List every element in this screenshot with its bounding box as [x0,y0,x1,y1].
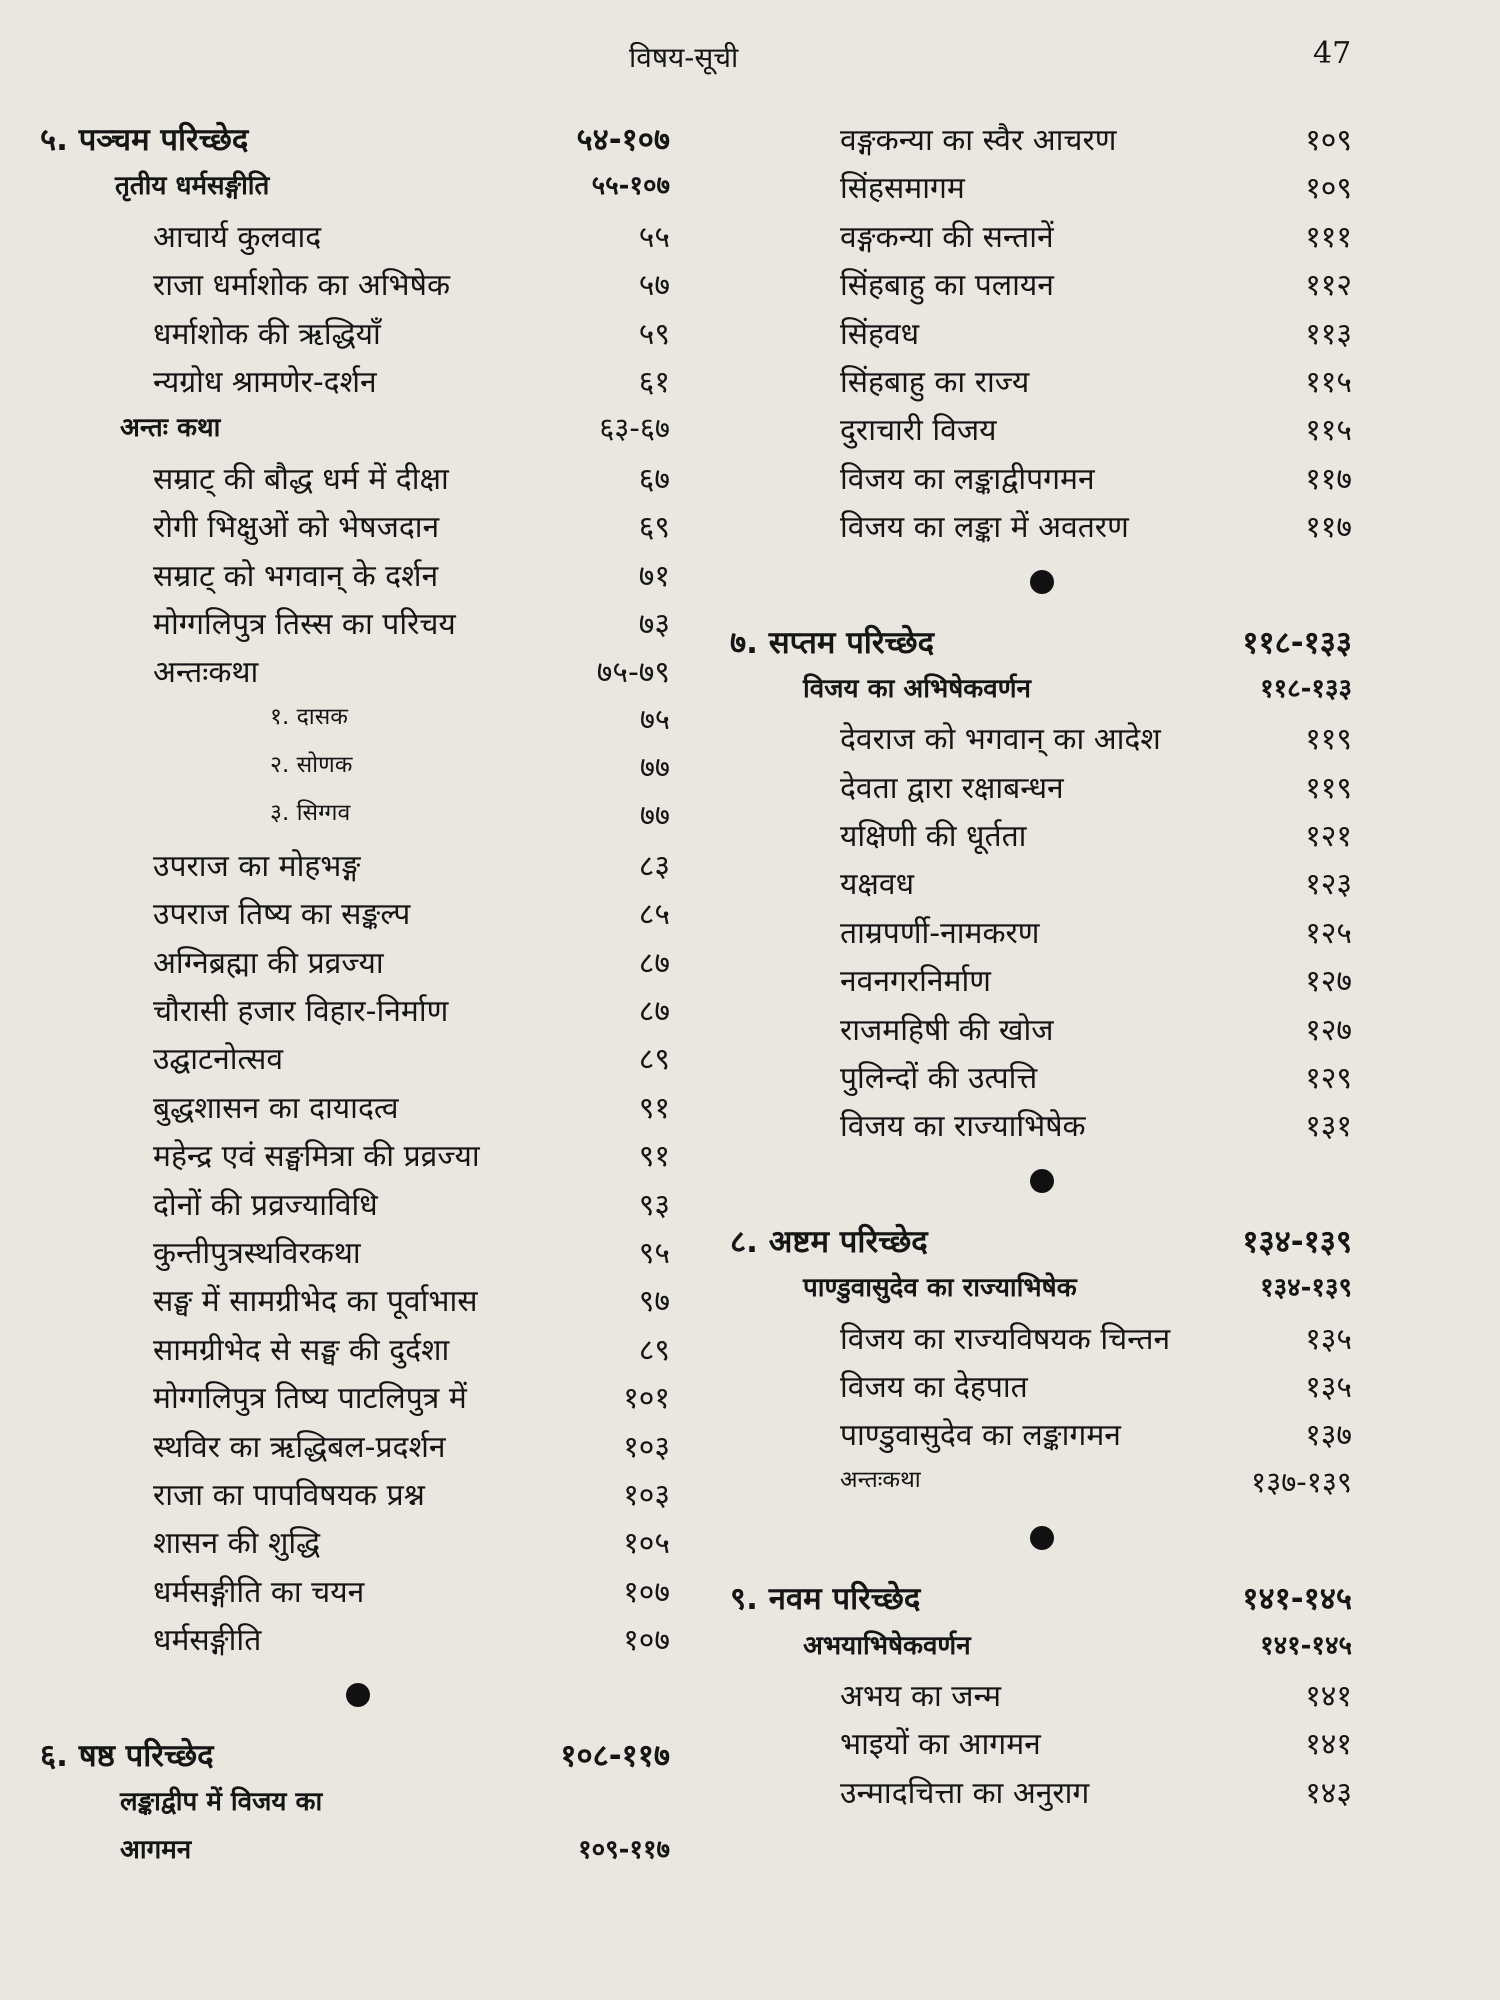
section-title: विजय का अभिषेकवर्णन [803,673,1031,704]
entry-page: ६७ [638,461,670,497]
entry-page: १२५ [1305,915,1352,951]
toc-entry [730,905,1352,953]
entry-title: अन्तःकथा [840,1466,921,1493]
separator [40,1661,670,1728]
entry-title: सिंहबाहु का पलायन [840,268,1054,304]
entry-title: सिंहबाहु का राज्य [840,364,1030,400]
separator [730,548,1352,615]
entry-title: रोगी भिक्षुओं को भेषजदान [153,510,440,546]
section-title: पाण्डुवासुदेव का राज्याभिषेक [803,1273,1077,1304]
toc-right-column [730,112,1352,1813]
entry-page: १२१ [1305,819,1352,855]
entry-title: सम्राट् की बौद्ध धर्म में दीक्षा [153,461,449,497]
entry-page: १३५ [1305,1321,1352,1357]
toc-entry [40,1612,670,1660]
toc-entry [730,1716,1352,1764]
toc-left-column [40,112,670,1873]
chapter-title: ५. पञ्चम परिच्छेद [40,122,249,158]
entry-page: ९५ [638,1235,670,1271]
section-heading [730,663,1352,711]
toc-entry [40,838,670,886]
entry-title: विजय का लङ्का में अवतरण [840,510,1129,546]
toc-entry [730,306,1352,354]
toc-entry [40,306,670,354]
entry-title: अन्तःकथा [153,655,259,691]
entry-page: १४३ [1305,1775,1352,1811]
page-number: 47 [1313,36,1352,71]
section-heading [730,1262,1352,1310]
entry-title: पाण्डुवासुदेव का लङ्कागमन [840,1418,1121,1454]
chapter-heading [730,615,1352,663]
entry-page: १३१ [1305,1109,1352,1145]
entry-page: १४१ [1305,1678,1352,1714]
entry-page: ११५ [1305,413,1352,449]
entry-title: उपराज तिष्य का सङ्कल्प [153,897,411,933]
bullet-icon [1030,1526,1054,1550]
chapter-title: ६. षष्ठ परिच्छेद [40,1737,214,1774]
toc-entry [40,451,670,499]
entry-title: सम्राट् को भगवान् के दर्शन [153,558,439,594]
toc-entry [40,354,670,402]
section-heading [40,160,670,208]
chapter-pages: १४१-१४५ [1242,1581,1352,1618]
entry-title: नवनगरनिर्माण [840,964,991,1000]
toc-entry [730,1668,1352,1716]
entry-title: शासन की शुद्धि [153,1526,321,1562]
entry-page: १०९ [1305,171,1352,207]
toc-entry [40,1273,670,1321]
toc-entry [40,1322,670,1370]
entry-title: विजय का राज्याभिषेक [840,1109,1086,1145]
toc-entry [40,1467,670,1515]
entry-title: दुराचारी विजय [840,413,997,449]
entry-title: देवराज को भगवान् का आदेश [840,722,1161,758]
toc-entry [40,548,670,596]
entry-title: उपराज का मोहभङ्ग [153,848,361,884]
entry-title: सिंहवध [840,316,920,352]
toc-entry [40,983,670,1031]
toc-entry [730,1359,1352,1407]
chapter-pages: ५४-१०७ [576,122,670,158]
entry-page: ९१ [638,1139,670,1175]
entry-page: ५९ [638,316,670,352]
chapter-heading [730,1571,1352,1619]
entry-page: ९७ [638,1284,670,1320]
toc-entry [40,1128,670,1176]
entry-title: उन्मादचित्ता का अनुराग [840,1775,1090,1811]
bullet-icon [346,1683,370,1707]
entry-page: १३७-१३९ [1251,1464,1352,1499]
entry-page: ९३ [638,1187,670,1223]
entry-page: १४१ [1305,1727,1352,1763]
entry-title: धर्माशोक की ऋद्धियाँ [153,316,381,352]
entry-page: ८३ [638,848,670,884]
entry-page: ८९ [638,1332,670,1368]
toc-entry [730,711,1352,759]
entry-title: धर्मसङ्गीति का चयन [153,1574,365,1610]
toc-entry [730,1765,1352,1813]
section-pages: ११८-१३३ [1260,673,1352,704]
entry-page: १०५ [623,1526,670,1562]
entry-page: १०१ [623,1381,670,1417]
entry-page: ११७ [1305,510,1352,546]
entry-title: यक्षवध [840,867,915,903]
entry-page: ७१ [638,558,670,594]
separator [730,1147,1352,1214]
entry-page: १०७ [623,1574,670,1610]
entry-page: ७७ [639,750,670,785]
chapter-pages: १३४-१३९ [1242,1223,1352,1260]
section-pages: १३४-१३९ [1260,1273,1352,1304]
entry-title: राजा का पापविषयक प्रश्न [153,1477,425,1513]
bullet-icon [1030,570,1054,594]
toc-entry [730,257,1352,305]
toc-entry [730,856,1352,904]
entry-title: महेन्द्र एवं सङ्घमित्रा की प्रव्रज्या [153,1139,480,1175]
toc-entry [730,402,1352,450]
entry-page: १०९ [1305,123,1352,158]
entry-page: १२३ [1305,867,1352,903]
entry-title: न्यग्रोध श्रामणेर-दर्शन [153,364,377,400]
entry-title: उद्घाटनोत्सव [153,1042,284,1078]
entry-title: राजमहिषी की खोज [840,1012,1054,1048]
entry-title: बुद्धशासन का दायादत्व [153,1090,399,1126]
entry-title: धर्मसङ्गीति [153,1623,262,1659]
toc-entry [40,1515,670,1563]
entry-title: चौरासी हजार विहार-निर्माण [153,994,449,1030]
entry-page: ११७ [1305,461,1352,497]
toc-entry [730,953,1352,1001]
section-pages: ६३-६७ [599,411,670,446]
chapter-title: ७. सप्तम परिच्छेद [730,624,935,661]
toc-entry [40,1564,670,1612]
toc-entry [730,499,1352,547]
entry-title: आचार्य कुलवाद [153,219,322,255]
entry-page: ११२ [1305,268,1352,304]
section-title: आगमन [120,1835,192,1866]
toc-entry [730,160,1352,208]
section-heading [40,402,670,450]
entry-page: १२७ [1305,1012,1352,1048]
entry-page: १०३ [623,1429,670,1465]
entry-page: ८९ [638,1042,670,1078]
toc-entry [730,1407,1352,1455]
entry-title: विजय का देहपात [840,1369,1028,1405]
toc-entry [40,693,670,741]
toc-entry [730,1456,1352,1504]
section-pages: १०९-११७ [578,1835,670,1866]
toc-entry [40,1419,670,1467]
toc-entry [730,209,1352,257]
toc-entry [730,1311,1352,1359]
section-heading [730,1620,1352,1668]
section-heading [40,1824,670,1872]
entry-page: १३७ [1305,1418,1352,1454]
toc-entry [40,741,670,789]
toc-entry [40,1225,670,1273]
entry-title: वङ्गकन्या का स्वैर आचरण [840,123,1117,158]
entry-title: अभय का जन्म [840,1678,1002,1714]
toc-entry [40,886,670,934]
entry-page: ९१ [638,1090,670,1126]
chapter-pages: १०८-११७ [560,1737,670,1774]
entry-title: मोग्गलिपुत्र तिष्य पाटलिपुत्र में [153,1381,467,1417]
entry-page: १३५ [1305,1369,1352,1405]
entry-title: देवता द्वारा रक्षाबन्धन [840,770,1064,806]
bullet-icon [1030,1169,1054,1193]
entry-title: सामग्रीभेद से सङ्घ की दुर्दशा [153,1332,450,1368]
toc-entry [40,789,670,837]
entry-page: ५५ [638,219,670,255]
separator [730,1504,1352,1571]
toc-entry [40,1177,670,1225]
chapter-title: ९. नवम परिच्छेद [730,1581,921,1618]
toc-entry [40,1080,670,1128]
entry-title: सङ्घ में सामग्रीभेद का पूर्वाभास [153,1284,478,1320]
section-heading [40,1776,670,1824]
entry-title: पुलिन्दों की उत्पत्ति [840,1061,1038,1097]
entry-page: ११३ [1305,316,1352,352]
entry-title: विजय का लङ्काद्वीपगमन [840,461,1095,497]
entry-title: दोनों की प्रव्रज्याविधि [153,1187,378,1223]
entry-page: ६९ [638,510,670,546]
entry-page: ७७ [639,798,670,833]
section-title: अन्तः कथा [120,413,221,444]
toc-entry [40,1370,670,1418]
entry-title: २. सोणक [270,752,353,779]
entry-page: ५७ [638,268,670,304]
entry-page: ७५ [639,701,670,736]
entry-page: १२७ [1305,964,1352,1000]
toc-entry [730,451,1352,499]
entry-title: सिंहसमागम [840,171,965,207]
chapter-heading [40,1728,670,1776]
toc-entry [730,354,1352,402]
entry-page: ८७ [638,994,670,1030]
toc-entry [730,1098,1352,1146]
entry-title: राजा धर्माशोक का अभिषेक [153,268,451,304]
entry-title: विजय का राज्यविषयक चिन्तन [840,1321,1171,1357]
entry-title: मोग्गलिपुत्र तिस्स का परिचय [153,606,456,642]
entry-title: स्थविर का ऋद्धिबल-प्रदर्शन [153,1429,446,1465]
entry-title: भाइयों का आगमन [840,1727,1041,1763]
entry-page: ७३ [638,606,670,642]
entry-page: ११९ [1305,770,1352,806]
running-title: विषय-सूची [629,41,739,74]
section-pages: १४१-१४५ [1260,1630,1352,1661]
section-title: अभयाभिषेकवर्णन [803,1630,971,1661]
chapter-heading [40,112,670,160]
toc-entry [40,257,670,305]
toc-entry [40,596,670,644]
toc-entry [40,935,670,983]
chapter-title: ८. अष्टम परिच्छेद [730,1223,928,1260]
toc-entry [40,499,670,547]
section-title: लङ्काद्वीप में विजय का [120,1786,323,1817]
toc-entry [730,760,1352,808]
entry-title: कुन्तीपुत्रस्थविरकथा [153,1235,361,1271]
toc-entry [730,112,1352,160]
entry-page: १२९ [1305,1061,1352,1097]
entry-page: १०३ [623,1477,670,1513]
entry-title: वङ्गकन्या की सन्तानें [840,219,1054,255]
chapter-pages: ११८-१३३ [1242,624,1352,661]
entry-title: १. दासक [270,703,348,730]
section-title: तृतीय धर्मसङ्गीति [115,171,270,202]
chapter-heading [730,1214,1352,1262]
toc-entry [40,644,670,692]
entry-page: १०७ [623,1623,670,1659]
entry-page: १११ [1305,219,1352,255]
entry-page: ८५ [638,897,670,933]
page-header [0,30,1500,86]
entry-page: ८७ [638,945,670,981]
entry-page: ११५ [1305,364,1352,400]
entry-title: ताम्रपर्णी-नामकरण [840,915,1040,951]
toc-entry [730,808,1352,856]
entry-page: ६१ [638,364,670,400]
entry-page: ७५-७९ [596,655,670,691]
entry-page: ११९ [1305,722,1352,758]
toc-entry [730,1050,1352,1098]
entry-title: यक्षिणी की धूर्तता [840,819,1027,855]
toc-entry [40,209,670,257]
entry-title: ३. सिग्गव [270,800,351,827]
toc-entry [730,1002,1352,1050]
section-pages: ५५-१०७ [591,171,670,202]
entry-title: अग्निब्रह्मा की प्रव्रज्या [153,945,384,981]
toc-entry [40,1031,670,1079]
